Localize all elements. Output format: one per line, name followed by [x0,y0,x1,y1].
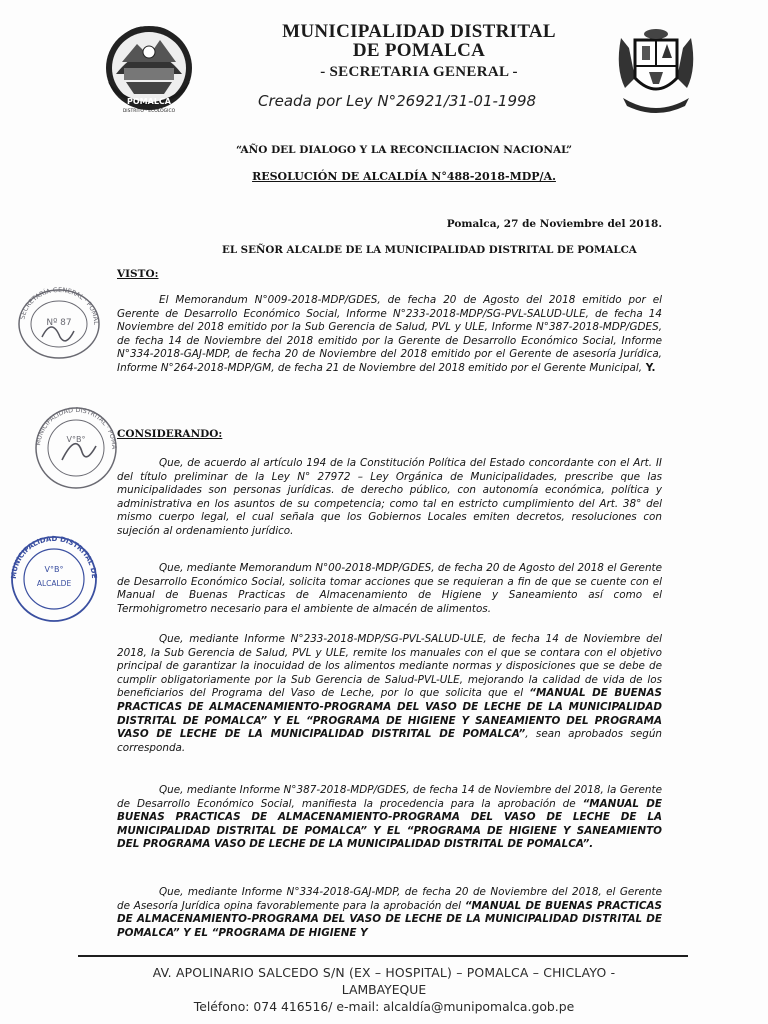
footer-address-line1: AV. APOLINARIO SALCEDO S/N (EX – HOSPITAL) – POMALCA – CHICLAYO - [152,965,616,980]
considerando-p4-text: Que, mediante Informe N°387-2018-MDP/GDES, de fecha 14 de Noviembre del 2018, la Gerente de Desarrollo Económico Social, manifiesta la procedencia para la aprobación de [117,784,662,810]
footer-contact: Teléfono: 074 416516/ e-mail: alcaldía@munipomalca.gob.pe [193,999,575,1014]
visto-paragraph [117,294,662,376]
considerando-p3-text: Que, mediante Informe N°233-2018-MDP/SG-PVL-SALUD-ULE, de fecha 14 de Noviembre del 2018, la Sub Gerencia de Salud, PVL y ULE, remite los manuales con el que se contara con el objetivo principal de garantizar la inocuidad de los alimentos mediante normas y disposiciones que se debe de cumplir obligatoriamente por la Sub Gerencia de Salud-PVL-ULE, mejorando la calidad de vida de los beneficiarios del Programa del Vaso de Leche, por lo que solicita que el [117,633,662,700]
stamp2-center-text: V°B° [66,435,86,444]
alcalde-stamp [8,534,100,624]
crest-sublabel: DISTRITO · ECOLÓGICO [122,109,176,114]
stamp1-center-text: Nº 87 [46,318,72,328]
alcalde-heading: EL SEÑOR ALCALDE DE LA MUNICIPALIDAD DISTRITAL DE POMALCA [222,244,637,256]
considerando-heading: CONSIDERANDO: [117,428,223,440]
considerando-paragraph-1 [117,457,662,539]
year-motto: “AÑO DEL DIALOGO Y LA RECONCILIACION NACIONAL” [235,144,573,156]
stamp3-ring-text: MUNICIPALIDAD DISTRITAL DE [9,534,99,580]
header-title-line2: DE POMALCA [352,40,486,61]
considerando-paragraph-4 [117,784,662,852]
stamp3-center-text: ALCALDE [36,579,72,588]
secretaria-stamp [14,287,104,361]
stamp2-ring-text: MUNICIPALIDAD DISTRITAL · POMA [34,406,119,450]
considerando-paragraph-3 [117,633,662,755]
header-title-line1: MUNICIPALIDAD DISTRITAL [282,21,556,42]
header-title-line3: - SECRETARIA GENERAL - [320,64,518,80]
considerando-p3-bold: “MANUAL DE BUENAS PRACTICAS DE ALMACENAMIENTO-PROGRAMA DEL VASO DE LECHE DE LA MUNICIPALIDAD DISTRITAL DE POMALCA” Y EL “PROGRAMA DE HIGIENE Y SANEAMIENTO DEL PROGRAMA VASO DE LECHE DE LA MUNICIPALIDAD DISTRITAL DE POMALCA” [117,687,662,741]
considerando-paragraph-5 [117,886,662,940]
coat-of-arms-logo [615,28,697,114]
considerando-p1-text: Que, de acuerdo al artículo 194 de la Constitución Política del Estado concordante con el Art. II del título preliminar de la Ley N° 27972 – Ley Orgánica de Municipalidades, prescribe que las municipalidades son personas jurídicas. de derecho público, con autonomía económica, política y administrativa en los asuntos de su competencia; como tal en estricto cumplimiento del Art. 38° del mismo cuerpo legal, el cual señala que los Gobiernos Locales emiten decretos, resoluciones con sujeción al ordenamiento jurídico. [117,457,662,537]
stamp3-vb-text: V°B° [44,565,64,574]
considerando-p4-bold: “MANUAL DE BUENAS PRACTICAS DE ALMACENAMIENTO-PROGRAMA DEL VASO DE LECHE DE LA MUNICIPALIDAD DISTRITAL DE POMALCA” Y EL “PROGRAMA DE HIGIENE Y SANEAMIENTO DEL PROGRAMA VASO DE LECHE DE LA MUNICIPALIDAD DISTRITAL DE POMALCA”. [117,797,663,851]
municipalidad-stamp [32,406,120,490]
considerando-p5-text: Que, mediante Informe N°334-2018-GAJ-MDP, de fecha 20 de Noviembre del 2018, el Gerente de Asesoría Jurídica opina favorablemente para la aprobación del [117,886,662,912]
footer-divider [78,955,688,957]
considerando-p5-bold: “MANUAL DE BUENAS PRACTICAS DE ALMACENAMIENTO-PROGRAMA DEL VASO DE LECHE DE LA MUNICIPALIDAD DISTRITAL DE POMALCA” Y EL “PROGRAMA DE HIGIENE Y [117,899,662,939]
footer-address-line2: LAMBAYEQUE [341,982,427,997]
crest-label: POMALCA [127,97,171,106]
stamp1-ring-text: SECRETARÍA GENERAL · POMAL [18,287,101,325]
municipal-crest-logo [102,22,196,114]
considerando-p2-text: Que, mediante Memorandum N°00-2018-MDP/GDES, de fecha 20 de Agosto del 2018 el Gerente de Desarrollo Económico Social, solicita tomar acciones que se requieran a fin de que se cuente con el Manual de Buenas Practicas de Almacenamiento de Higiene y Saneamiento así como el Termohigrometro necesario para el ambiente de almacén de alimentos. [117,562,662,615]
considerando-paragraph-2 [117,562,662,616]
considerando-p3-tail: , sean aprobados según corresponda. [117,728,662,754]
visto-tail: Y. [642,361,656,374]
resolution-number: RESOLUCIÓN DE ALCALDÍA N°488-2018-MDP/A. [252,170,556,183]
visto-text: El Memorandum N°009-2018-MDP/GDES, de fecha 20 de Agosto del 2018 emitido por el Gerente de Desarrollo Económico Social, Informe N°233-2018-MDP/SG-PVL-SALUD-ULE, de fecha 14 Noviembre del 2018 emitido por la Sub Gerencia de Salud, PVL y ULE, Informe N°387-2018-MDP/GDES, de fecha 14 de Noviembre del 2018 emitido por la Gerente de Desarrollo Económico Social, Informe N°334-2018-GAJ-MDP, de fecha 20 de Noviembre del 2018 emitido por el Gerente de asesoría Jurídica, Informe N°264-2018-MDP/GM, de fecha 21 de Noviembre del 2018 emitido por el Gerente Municipal, [117,294,662,374]
visto-heading: VISTO: [117,268,159,280]
document-date: Pomalca, 27 de Noviembre del 2018. [446,218,662,230]
header-creada-line: Creada por Ley N°26921/31-01-1998 [258,92,537,110]
